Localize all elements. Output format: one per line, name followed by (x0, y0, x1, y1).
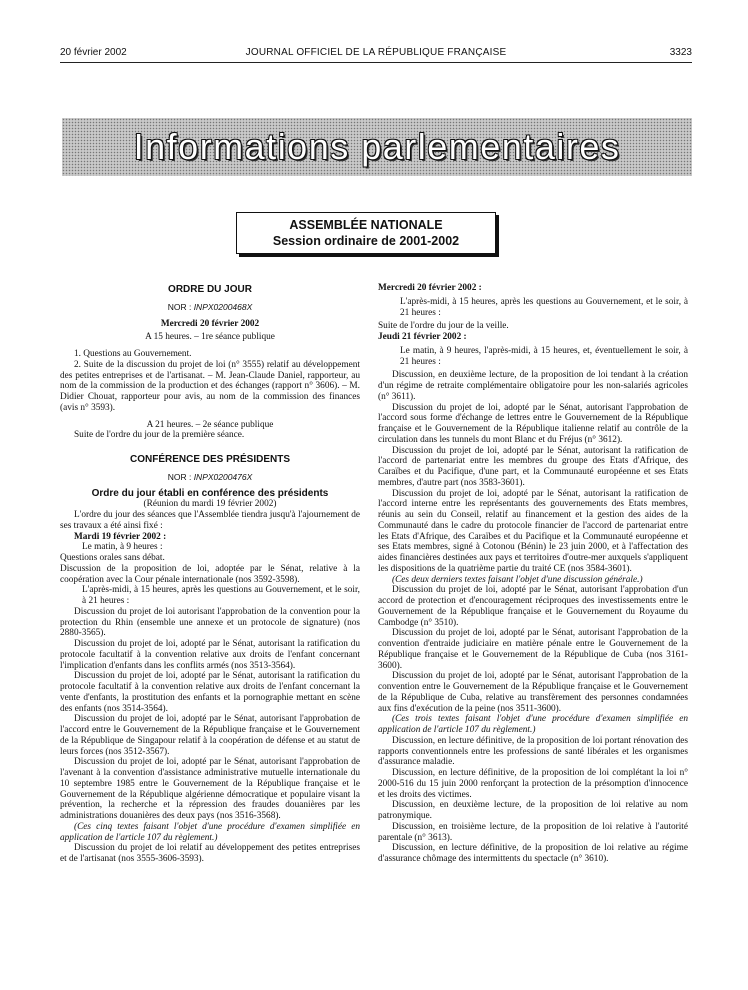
paragraph: Discussion du projet de loi, adopté par le Sénat, autorisant l'approbation de l'accord sous forme d'échange de lettres entre le Gouvernement de la République française et le Gouvernement de la République italienne relatif au contrôle de la circulation dans les tunnels du mont Blanc et du Fréjus (n° 3612). (378, 402, 688, 445)
paragraph: Discussion, en deuxième lecture, de la proposition de loi tendant à la création d'un régime de retraite complémentaire obligatoire pour les non-salariés agricoles (n° 3611). (378, 370, 688, 402)
paragraph: Discussion du projet de loi, adopté par le Sénat, autorisant la ratification du protocole facultatif à la convention relative aux droits de l'enfant concernant l'implication d'enfants dans les conflits armés (nos 3513-3564). (60, 639, 360, 671)
assemblee-box (236, 212, 496, 254)
assemblee-title: ASSEMBLÉE NATIONALE (289, 218, 443, 232)
paragraph: Discussion, en deuxième lecture, de la proposition de loi relative au nom patronymique. (378, 800, 688, 821)
nor-reference (60, 302, 360, 313)
time-slot: Le matin, à 9 heures : (82, 542, 163, 553)
nor-prefix: NOR : (167, 471, 194, 482)
left-column (60, 283, 360, 865)
day-heading: Mercredi 20 février 2002 : (378, 283, 482, 293)
session-title: Session ordinaire de 2001-2002 (272, 234, 460, 248)
note: (Ces deux derniers textes faisant l'objet d'une discussion générale.) (392, 574, 643, 585)
nor-reference (60, 472, 360, 483)
conference-heading: CONFÉRENCE DES PRÉSIDENTS (129, 454, 291, 465)
journal-title: JOURNAL OFFICIEL DE LA RÉPUBLIQUE FRANÇAISE (245, 47, 507, 58)
time-slot: L'après-midi, à 15 heures, après les questions au Gouvernement, et le soir, à 21 heures : (400, 296, 688, 318)
paragraph: Suite de l'ordre du jour de la première séance. (74, 430, 245, 441)
paragraph: Discussion du projet de loi, adopté par le Sénat, autorisant la ratification de l'accord interne entre les représentants des gouvernements des Etats membres, réunis au sein du Conseil, relatif au financement et la gestion des aides de la Communauté dans le cadre du protocole financier de l'accord de partenariat entre les Etats d'Afrique, des Caraïbes et du Pacifique et la Communauté européenne et ses Etats membres, signé à Cotonou (Bénin) le 23 juin 2000, et à l'affectation des aides financières destinées aux pays et territoires d'outre-mer auxquels s'appliquent les dispositions de la quatrième partie du traité CE (nos 3584-3601). (378, 488, 688, 574)
ordre-du-jour-heading: ORDRE DU JOUR (168, 284, 252, 295)
paragraph: Discussion du projet de loi, adopté par le Sénat, autorisant la ratification de l'accord de partenariat entre les membres du groupe des Etats d'Afrique, des Caraïbes et du Pacifique, d'une part, et la Communauté européenne et ses Etats membres, d'autre part (nos 3583-3601). (378, 445, 688, 488)
seance-heading: A 15 heures. – 1re séance publique (145, 332, 275, 343)
paragraph: Discussion, en lecture définitive, de la proposition de loi relative au régime d'assurance chômage des intermittents du spectacle (n° 3610). (378, 843, 688, 864)
paragraph: Discussion du projet de loi, adopté par le Sénat, autorisant l'approbation de l'accord entre le Gouvernement de la République française et le Gouvernement de la République de Singapour relatif à la coopération de défense et au statut de leurs forces (nos 3512-3567). (60, 714, 360, 757)
nor-prefix: NOR : (167, 301, 194, 312)
note: (Ces trois textes faisant l'objet d'une procédure d'examen simplifiée en application de l'article 107 du règlement.) (378, 714, 688, 735)
day-heading: Mardi 19 février 2002 : (74, 531, 167, 542)
header-date: 20 février 2002 (60, 47, 127, 58)
paragraph: Discussion du projet de loi, adopté par le Sénat, autorisant l'approbation de l'avenant à la convention d'assistance administrative mutuelle internationale du 10 septembre 1985 entre le Gouvernement de la République française et le Gouvernement de la République algérienne démocratique et populaire visant la prévention, la recherche et la répression des fraudes douanières par les administrations douanières des deux pays (nos 3516-3568). (60, 757, 360, 821)
reunion-date: (Réunion du mardi 19 février 2002) (143, 499, 277, 510)
running-header (60, 47, 692, 61)
time-slot: Le matin, à 9 heures, l'après-midi, à 15 heures, et, éventuellement le soir, à 21 heures : (400, 345, 688, 367)
paragraph: L'ordre du jour des séances que l'Assemblée tiendra jusqu'à l'ajournement de ses travaux a été ainsi fixé : (60, 510, 360, 531)
agenda-item: 2. Suite de la discussion du projet de loi (n° 3555) relatif au développement des petites entreprises et de l'artisanat. – M. Jean-Claude Daniel, rapporteur, au nom de la commission de la production et des échanges (rapport n° 3606). – M. Didier Chouat, rapporteur pour avis, au nom de la commission des finances (avis n° 3593). (60, 359, 360, 413)
time-slot: L'après-midi, à 15 heures, après les questions au Gouvernement, et le soir, à 21 heures : (82, 585, 360, 606)
paragraph: Discussion du projet de loi, adopté par le Sénat, autorisant l'approbation d'un accord de protection et d'encouragement réciproques des investissements entre le Gouvernement de la République française et le Gouvernement du Royaume du Cambodge (n° 3510). (378, 585, 688, 628)
right-column (378, 283, 688, 865)
paragraph: Questions orales sans débat. (60, 553, 165, 563)
paragraph: Discussion, en lecture définitive, de la proposition de loi complétant la loi n° 2000-516 du 15 juin 2000 renforçant la protection de la présomption d'innocence et les droits des victimes. (378, 768, 688, 800)
paragraph: Discussion du projet de loi, adopté par le Sénat, autorisant la ratification du protocole facultatif à la convention relative aux droits de l'enfant concernant la vente d'enfants, la prostitution des enfants et la pornographie mettant en scène des enfants (nos 3514-3564). (60, 671, 360, 714)
paragraph: Discussion, en lecture définitive, de la proposition de loi portant rénovation des rapports conventionnels entre les professions de santé libérales et les organismes d'assurance maladie. (378, 735, 688, 768)
page-number: 3323 (669, 47, 692, 58)
note: (Ces cinq textes faisant l'objet d'une procédure d'examen simplifiée en application de l'article 107 du règlement.) (60, 821, 360, 843)
banner-title: Informations parlementaires (133, 126, 621, 167)
header-rule (60, 62, 692, 63)
paragraph: Discussion de la proposition de loi, adoptée par le Sénat, relative à la coopération avec la Cour pénale internationale (nos 3592-3598). (60, 563, 360, 585)
paragraph: Suite de l'ordre du jour de la veille. (378, 321, 509, 332)
paragraph: Discussion du projet de loi, adopté par le Sénat, autorisant l'approbation de la convention d'entraide judiciaire en matière pénale entre le Gouvernement de la République française et le Gouvernement de la République de Cuba (nos 3161-3600). (378, 628, 688, 671)
paragraph: Discussion du projet de loi relatif au développement des petites entreprises et de l'artisanat (nos 3555-3606-3593). (60, 843, 360, 864)
paragraph: Discussion, en troisième lecture, de la proposition de loi relative à l'autorité parentale (n° 3613). (378, 821, 688, 843)
paragraph: Discussion du projet de loi autorisant l'approbation de la convention pour la protection du Rhin (ensemble une annexe et un protocole de signature) (nos 2880-3565). (60, 606, 360, 639)
seance-heading: A 21 heures. – 2e séance publique (146, 419, 274, 430)
paragraph: Discussion du projet de loi, adopté par le Sénat, autorisant l'approbation de la convention entre le Gouvernement de la République française et le Gouvernement de la République de Cuba, relative au transfèrement des personnes condamnées aux fins d'exécution de la peine (nos 3511-3600). (378, 671, 688, 714)
nor-code: INPX0200468X (193, 301, 253, 312)
conference-subheading: Ordre du jour établi en conférence des présidents (91, 487, 329, 499)
nor-code: INPX0200476X (193, 471, 253, 482)
day-heading: Mercredi 20 février 2002 (160, 318, 260, 329)
agenda-item: 1. Questions au Gouvernement. (74, 349, 192, 359)
day-heading: Jeudi 21 février 2002 : (378, 332, 467, 342)
